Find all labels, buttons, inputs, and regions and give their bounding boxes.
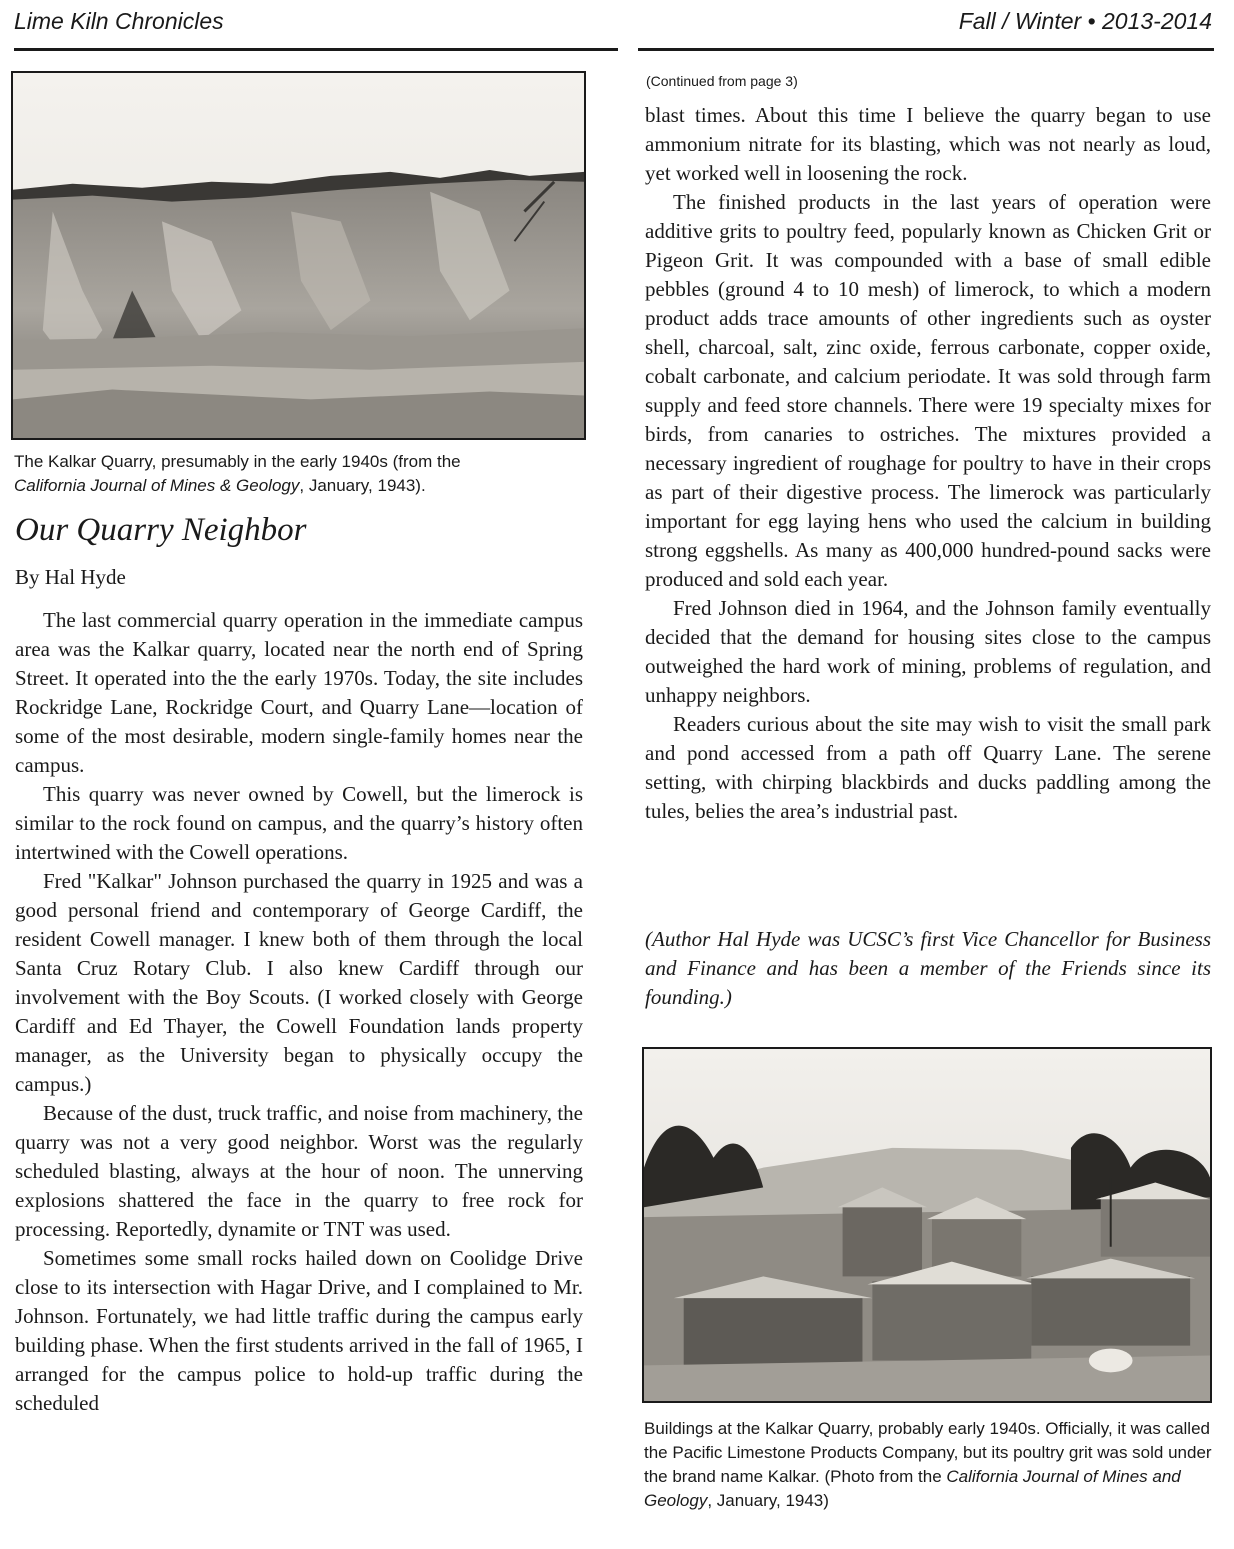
article-byline: By Hal Hyde xyxy=(15,565,126,589)
buildings-photo xyxy=(642,1047,1212,1403)
paragraph: blast times. About this time I believe the quarry began to use ammonium nitrate for its blasting, which was not nearly as loud, yet worked well in loosening the rock. xyxy=(645,103,1211,185)
publication-title: Lime Kiln Chronicles xyxy=(14,8,224,34)
paragraph: Fred Johnson died in 1964, and the Johnson family eventually decided that the demand for housing sites close to the campus outweighed the hard work of mining, problems of regulation, and unhappy neighbors. xyxy=(645,596,1211,707)
quarry-photo-caption: The Kalkar Quarry, presumably in the early 1940s (from the California Journal of Mines & Geology, January, 1943). xyxy=(14,452,461,495)
header-rule-right xyxy=(638,48,1214,51)
paragraph: Because of the dust, truck traffic, and noise from machinery, the quarry was not a very good neighbor. Worst was the regularly scheduled blasting, always at the hour of noon. The unnerving explosions shattered the face in the quarry to free rock for processing. Reportedly, dynamite or TNT was used. xyxy=(15,1101,583,1241)
quarry-photo xyxy=(11,71,586,440)
paragraph: The finished products in the last years of operation were additive grits to poultry feed, popularly known as Chicken Grit or Pigeon Grit. It was compounded with a base of small edible pebbles (ground 4 to 10 mesh) of limerock, to which a modern product adds trace amounts of other ingredients such as oyster shell, charcoal, salt, zinc oxide, ferrous carbonate, copper oxide, cobalt carbonate, and calcium periodate. It was sold through farm supply and feed store channels. There were 19 specialty mixes for birds, from canaries to ostriches. The mixtures provided a necessary ingredient of roughage for poultry to have in their crops as part of their digestive process. The limerock was particularly important for egg laying hens who used the calcium in building strong eggshells. As many as 400,000 hundred-pound sacks were produced and sold each year. xyxy=(645,190,1211,591)
continued-note: (Continued from page 3) xyxy=(646,73,798,89)
paragraph: The last commercial quarry operation in the immediate campus area was the Kalkar quarry, located near the north end of Spring Street. It operated into the the early 1970s. Today, the site includes Rockridge Lane, Rockridge Court, and Quarry Lane—location of some of the most desirable, modern single-family homes near the campus. xyxy=(15,608,583,777)
issue-date: Fall / Winter • 2013-2014 xyxy=(958,8,1212,34)
right-column-body xyxy=(645,101,1211,826)
left-column-body xyxy=(15,606,583,1418)
buildings-photo-caption: Buildings at the Kalkar Quarry, probably early 1940s. Officially, it was called the Pacific Limestone Products Company, but its poultry grit was sold under the brand name Kalkar. (Photo from the California Journal of Mines and Geology, January, 1943) xyxy=(644,1419,1212,1510)
paragraph: This quarry was never owned by Cowell, but the limerock is similar to the rock found on campus, and the quarry’s history often intertwined with the Cowell operations. xyxy=(15,782,583,864)
author-note: (Author Hal Hyde was UCSC’s first Vice Chancellor for Business and Finance and has been a member of the Friends since its founding.) xyxy=(645,927,1211,1009)
paragraph: Fred "Kalkar" Johnson purchased the quarry in 1925 and was a good personal friend and contemporary of George Cardiff, the resident Cowell manager. I knew both of them through the local Santa Cruz Rotary Club. I also knew Cardiff through our involvement with the Boy Scouts. (I worked closely with George Cardiff and Ed Thayer, the Cowell Foundation lands property manager, as the University began to physically occupy the campus.) xyxy=(15,869,583,1096)
article-title: Our Quarry Neighbor xyxy=(15,512,307,548)
paragraph: Readers curious about the site may wish to visit the small park and pond accessed from a path off Quarry Lane. The serene setting, with chirping blackbirds and ducks paddling among the tules, belies the area’s industrial past. xyxy=(645,712,1211,823)
header-rule-left xyxy=(14,48,618,51)
paragraph: Sometimes some small rocks hailed down on Coolidge Drive close to its intersection with Hagar Drive, and I complained to Mr. Johnson. Fortunately, we had little traffic during the campus early building phase. When the first students arrived in the fall of 1965, I arranged for the campus police to hold-up traffic during the scheduled xyxy=(15,1246,583,1415)
